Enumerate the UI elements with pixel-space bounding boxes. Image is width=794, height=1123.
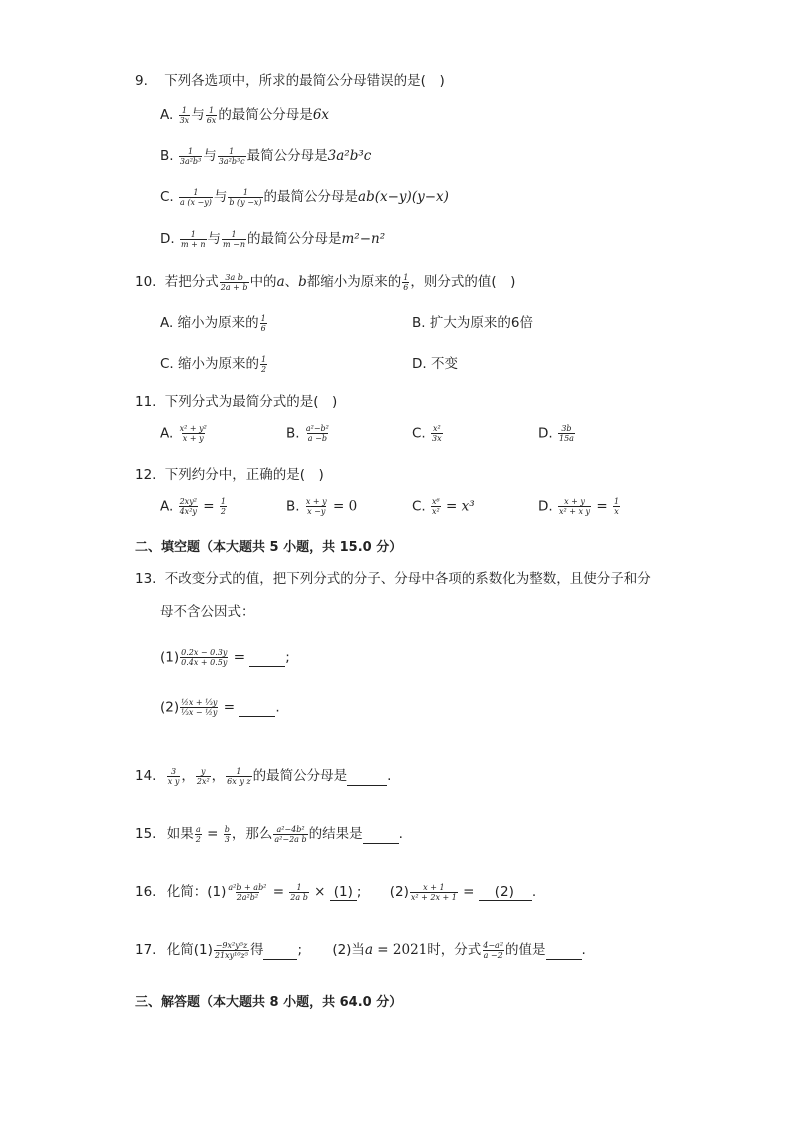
question-text: 中的 — [249, 274, 277, 290]
option-text: 的最简公分母是 — [263, 189, 359, 205]
equals-sign: = — [272, 884, 284, 900]
question-number: 10. — [135, 274, 157, 290]
separator: ; — [297, 942, 303, 958]
question-number: 17. — [135, 942, 157, 958]
equation-value: = 2021 — [377, 942, 428, 958]
q10-option-b — [412, 311, 533, 331]
separator: 、 — [284, 274, 299, 290]
question-text: 时，分式 — [427, 942, 482, 958]
question-number: 16. — [135, 884, 157, 900]
question-text: 如果 — [166, 826, 194, 842]
question-text: 若把分式 — [164, 274, 219, 290]
fraction: $\frac{x + y}{x -y}$ — [305, 497, 327, 516]
question-text: 下列分式为最简分式的是( ) — [164, 394, 338, 410]
question-13-line2: 母不含公因式： — [160, 604, 255, 620]
option-label: B. — [286, 498, 300, 515]
option-label: D. — [538, 425, 553, 442]
q11-option-c — [412, 424, 444, 443]
punctuation: . — [275, 699, 280, 716]
fraction: $\frac{1}{b (y -x)}$ — [229, 187, 262, 207]
question-text: 的最简公分母是 — [252, 768, 348, 784]
option-label: C. — [412, 425, 426, 442]
part-label: 化简(1) — [166, 942, 213, 958]
fraction: $\frac{x + y}{\text{x² + x y}}$ — [558, 497, 591, 516]
option-label: A. — [160, 107, 174, 123]
option-label: D. — [412, 356, 427, 372]
q12-option-b — [286, 497, 357, 516]
separator: ， — [181, 768, 195, 784]
question-text: (2)当 — [332, 942, 365, 958]
separator: ， — [211, 768, 226, 784]
option-answer: ab(x−y)(y−x) — [358, 189, 449, 205]
option-label: A. — [160, 315, 174, 331]
option-answer: 3a²b³c — [327, 148, 372, 164]
fraction: $\frac{1}{\text{2a b}}$ — [290, 882, 308, 902]
fraction: $\frac{b}{3}$ — [224, 824, 230, 844]
connector-text: 与 — [207, 231, 222, 247]
q12-option-a — [160, 497, 228, 516]
part-label: 化简：(1) — [166, 884, 227, 900]
fraction: $\frac{\text{−9x²y⁵z}}{\text{21xy¹⁰z⁵}}$ — [214, 940, 248, 960]
question-13-stem — [135, 567, 651, 587]
fraction: $\frac{\text{3a b}}{2a + b}$ — [220, 272, 248, 292]
option-answer: 6x — [312, 107, 330, 123]
option-label: C. — [160, 356, 174, 372]
q12-option-c — [412, 497, 475, 516]
question-text: 不改变分式的值，把下列分式的分子、分母中各项的系数化为整数，且使分子和分 — [164, 571, 651, 587]
fraction: $\frac{1}{\text{3a²b³}}$ — [179, 146, 202, 166]
option-text: 的最简公分母是 — [218, 107, 313, 123]
connector-text: 与 — [191, 107, 205, 123]
option-text: 不变 — [430, 356, 458, 372]
answer-blank[interactable] — [347, 771, 387, 786]
option-label: C. — [160, 189, 174, 205]
fraction: $\frac{y}{\text{2x²}}$ — [196, 766, 210, 786]
option-label: B. — [160, 148, 174, 164]
punctuation: . — [387, 768, 392, 784]
part-label: (1) — [160, 649, 180, 666]
q10-option-c — [160, 352, 268, 374]
variable: a — [276, 274, 285, 290]
option-label: A. — [160, 498, 174, 515]
part-label: (2) — [160, 699, 180, 716]
fraction: $\frac{1}{6}$ — [260, 313, 266, 333]
q9-option-d — [160, 227, 385, 249]
option-label: B. — [286, 425, 300, 442]
fraction: $\frac{1}{x}$ — [613, 497, 620, 516]
question-number: 11. — [135, 394, 157, 410]
q9-option-b — [160, 144, 371, 166]
connector-text: 与 — [213, 189, 228, 205]
question-9-stem — [135, 69, 445, 89]
option-text: 的最简公分母是 — [247, 231, 342, 247]
separator: ; — [356, 884, 362, 900]
question-text: ，则分式的值( ) — [410, 274, 516, 290]
answer-blank[interactable] — [363, 829, 399, 844]
question-text: ，那么 — [231, 826, 273, 842]
question-number: 9. — [135, 73, 148, 89]
question-12-stem — [135, 463, 324, 483]
punctuation: . — [581, 942, 586, 958]
equals-sign: = — [207, 826, 219, 842]
question-14-stem — [135, 764, 391, 786]
fraction: $\frac{0.2x - 0.3y}{0.4x + 0.5y}$ — [181, 648, 228, 667]
q13-part-1 — [160, 648, 290, 667]
fraction: $\frac{1}{\text{3a²b³c}}$ — [218, 146, 245, 166]
question-text: 的结果是 — [308, 826, 363, 842]
equals-sign: = — [463, 884, 475, 900]
fraction: $\frac{1}{2}$ — [261, 354, 267, 374]
question-11-stem — [135, 390, 337, 410]
fraction: $\frac{\text{2xy²}}{\text{4x²y}}$ — [179, 497, 197, 516]
answer-blank[interactable]: (2) — [479, 884, 532, 901]
equation-result: = x³ — [446, 498, 475, 515]
fraction: $\frac{\text{a²−4b²}}{\text{a²−2a b}}$ — [274, 824, 307, 844]
answer-blank[interactable] — [249, 652, 285, 667]
fraction: $\frac{1}{3x}$ — [179, 105, 190, 125]
fraction: $\frac{1}{a (x -y)}$ — [180, 187, 212, 207]
q9-option-c — [160, 185, 449, 207]
option-text: 缩小为原来的 — [178, 356, 260, 372]
fraction: $\frac{1}{2}$ — [220, 497, 226, 516]
question-number: 12. — [135, 467, 157, 483]
equation-result: = 0 — [332, 498, 358, 515]
q11-option-d — [538, 424, 576, 443]
q10-option-a — [160, 311, 268, 333]
equals-sign: = — [203, 498, 215, 515]
fraction: $\frac{3}{\text{x y}}$ — [167, 766, 180, 786]
answer-blank[interactable]: (1) — [330, 884, 357, 901]
q12-option-d — [538, 497, 621, 516]
question-text: 下列各选项中，所求的最简公分母错误的是( ) — [164, 73, 445, 89]
fraction: $\frac{\text{x² + y²}}{x + y}$ — [179, 424, 207, 443]
fraction: $\frac{1}{6x}$ — [206, 105, 217, 125]
question-text: 的值是 — [505, 942, 546, 958]
connector-text: 与 — [203, 148, 217, 164]
question-10-stem — [135, 270, 515, 292]
variable: a — [364, 942, 373, 958]
fraction: $\frac{1}{m + n}$ — [180, 229, 206, 249]
fraction: $\frac{\text{x⁶}}{\text{x²}}$ — [432, 497, 440, 516]
fraction: $\frac{\text{4−a²}}{a -2}$ — [483, 940, 504, 960]
option-text: 缩小为原来的 — [177, 315, 259, 331]
question-17-stem — [135, 938, 586, 960]
question-number: 15. — [135, 826, 157, 842]
q13-part-2 — [160, 698, 280, 717]
fraction: $\frac{\text{a²b + ab²}}{\text{2a²b²}}$ — [228, 882, 267, 902]
fraction: $\frac{1}{\text{6x y z}}$ — [227, 766, 251, 786]
option-text: 最简公分母是 — [246, 148, 328, 164]
times-sign: × — [314, 884, 326, 900]
q11-option-b — [286, 424, 331, 443]
option-label: D. — [538, 498, 553, 515]
fraction: $\frac{\text{a²−b²}}{a -b}$ — [305, 424, 329, 443]
section-heading: 三、解答题（本大题共 8 小题，共 64.0 分） — [135, 995, 403, 1010]
part-label: (2) — [389, 884, 409, 900]
fraction: $\frac{\text{x²}}{3x}$ — [432, 424, 442, 443]
question-number: 14. — [135, 768, 157, 784]
question-number: 13. — [135, 571, 157, 587]
question-text: 都缩小为原来的 — [306, 274, 402, 290]
equals-sign: = — [223, 699, 236, 716]
equals-sign: = — [596, 498, 608, 515]
option-label: D. — [160, 231, 175, 247]
answer-blank[interactable] — [263, 945, 297, 960]
section-heading: 二、填空题（本大题共 5 小题，共 15.0 分） — [135, 540, 403, 555]
answer-blank[interactable] — [546, 945, 582, 960]
variable: b — [298, 274, 307, 290]
question-15-stem — [135, 822, 403, 844]
fraction: $\frac{1}{m -n}$ — [223, 229, 245, 249]
equals-sign: = — [233, 649, 245, 666]
q11-option-a — [160, 424, 209, 443]
option-label: B. — [412, 315, 426, 331]
punctuation: . — [531, 884, 537, 900]
fraction: $\frac{a}{2}$ — [195, 824, 201, 844]
answer-blank[interactable] — [239, 702, 275, 717]
q10-option-d — [412, 352, 458, 372]
punctuation: . — [398, 826, 403, 842]
question-text: 得 — [249, 942, 264, 958]
fraction: $\frac{\text{½x + ⅓y}}{\text{⅓x − ½y}}$ — [181, 698, 218, 717]
option-text: 扩大为原来的6倍 — [429, 315, 533, 331]
fraction: $\frac{1}{6}$ — [403, 272, 409, 292]
option-answer: m²−n² — [341, 231, 386, 247]
fraction: $\frac{x + 1}{\text{x² + 2x + 1}}$ — [410, 882, 457, 902]
fraction: $\frac{3b}{15a}$ — [558, 424, 574, 443]
option-label: C. — [412, 498, 426, 515]
q9-option-a — [160, 103, 329, 125]
option-label: A. — [160, 425, 174, 442]
punctuation: ; — [285, 649, 290, 666]
question-text: 下列约分中，正确的是( ) — [164, 467, 324, 483]
question-16-stem — [135, 880, 536, 902]
